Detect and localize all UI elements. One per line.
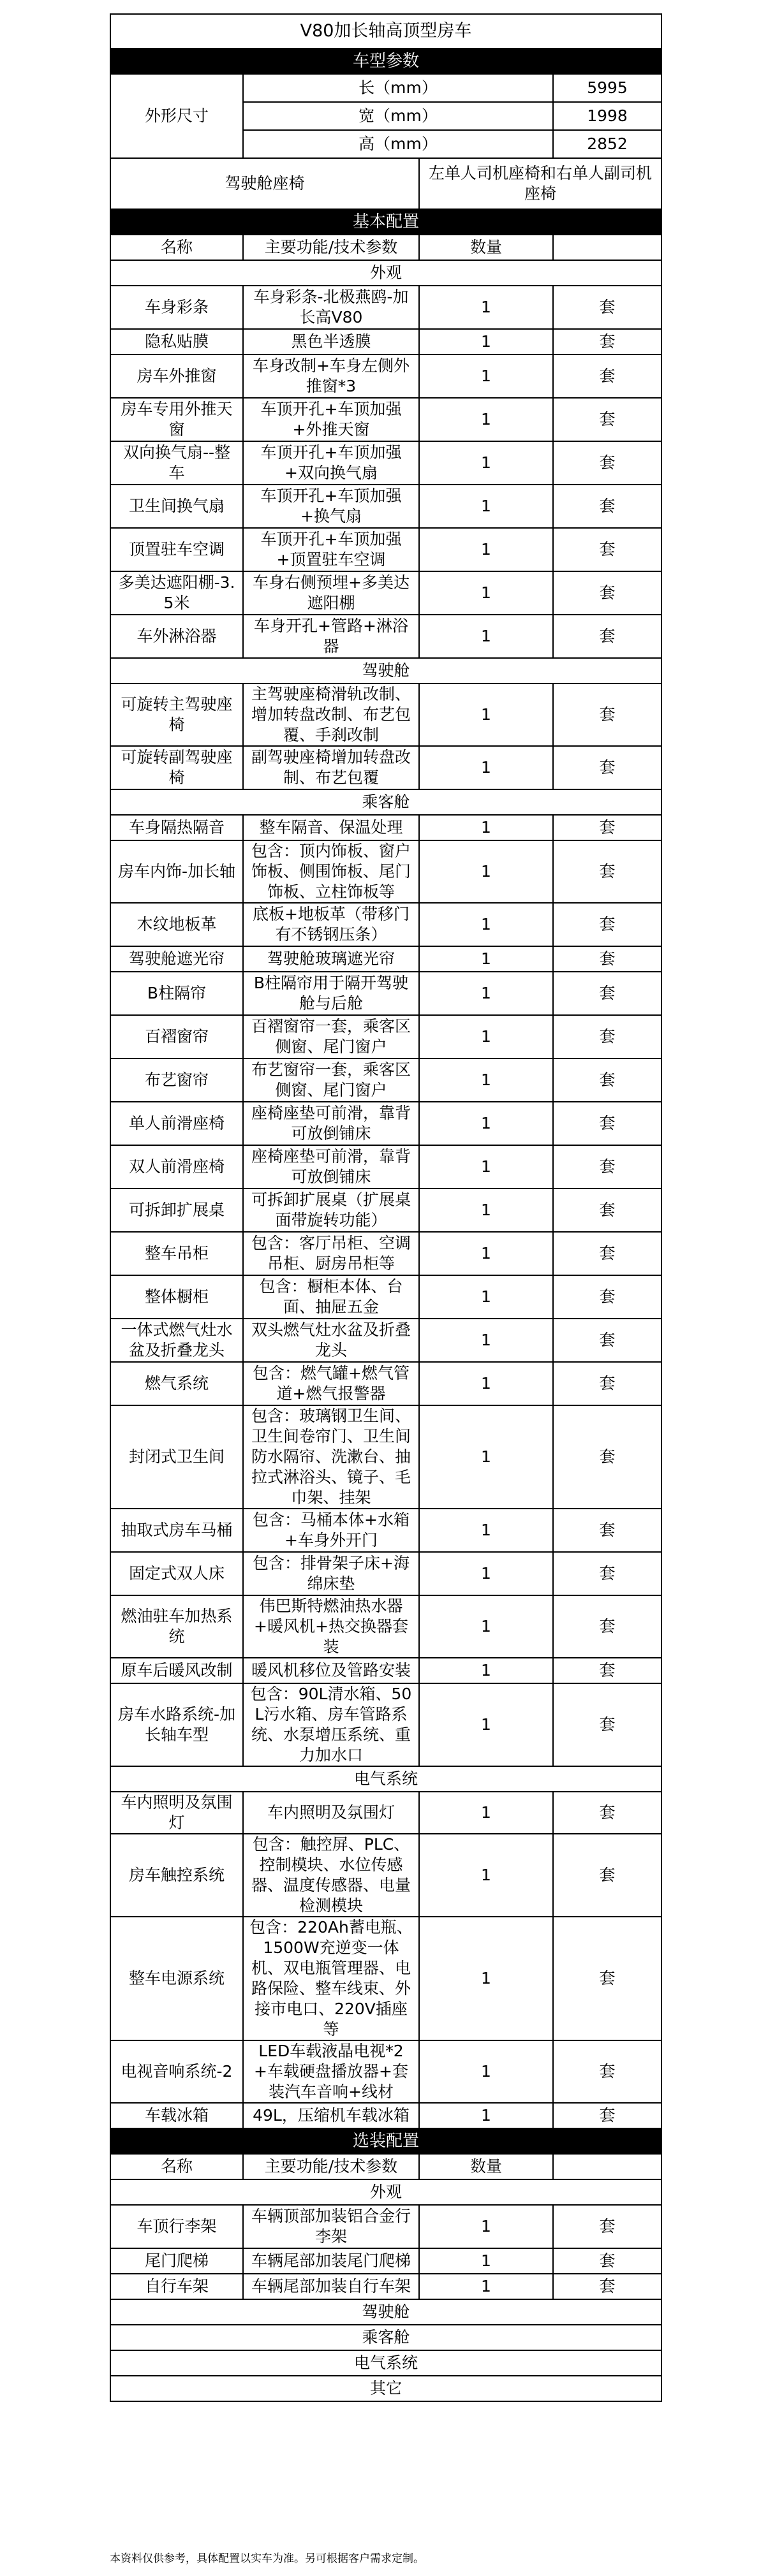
item-row bbox=[110, 946, 661, 972]
item-name: 自行车架 bbox=[110, 2274, 243, 2299]
item-name: 房车触控系统 bbox=[110, 1834, 243, 1917]
footnote: 本资料仅供参考，具体配置以实车为准。另可根据客户需求定制。 bbox=[110, 2552, 424, 2565]
item-params: 整车隔音、保温处理 bbox=[243, 815, 419, 840]
item-unit: 套 bbox=[553, 1405, 661, 1509]
section-title-model-params: 车型参数 bbox=[110, 48, 661, 74]
item-unit: 套 bbox=[553, 1792, 661, 1834]
title-row bbox=[110, 14, 661, 48]
item-row bbox=[110, 2103, 661, 2128]
item-name: 燃油驻车加热系统 bbox=[110, 1595, 243, 1658]
item-row bbox=[110, 1683, 661, 1766]
item-unit: 套 bbox=[553, 1145, 661, 1189]
item-params: 包含：90L清水箱、50L污水箱、房车管路系统、水泵增压系统、重力加水口 bbox=[243, 1683, 419, 1766]
item-params: 包含：燃气罐+燃气管道+燃气报警器 bbox=[243, 1362, 419, 1405]
item-qty: 1 bbox=[419, 1834, 553, 1917]
item-params: 车顶开孔+车顶加强+顶置驻车空调 bbox=[243, 528, 419, 571]
item-row bbox=[110, 329, 661, 355]
item-params: 包含：玻璃钢卫生间、卫生间卷帘门、卫生间防水隔帘、洗漱台、抽拉式淋浴头、镜子、毛巾架、挂架 bbox=[243, 1405, 419, 1509]
item-params: 伟巴斯特燃油热水器+暖风机+热交换器套装 bbox=[243, 1595, 419, 1658]
section-band bbox=[110, 209, 661, 235]
item-row bbox=[110, 2248, 661, 2274]
item-row bbox=[110, 815, 661, 840]
section-title-optional-config: 选装配置 bbox=[110, 2128, 661, 2154]
column-header-params: 主要功能/技术参数 bbox=[243, 235, 419, 260]
category-title: 电气系统 bbox=[110, 2350, 661, 2376]
item-unit: 套 bbox=[553, 1595, 661, 1658]
item-qty: 1 bbox=[419, 2248, 553, 2274]
item-qty: 1 bbox=[419, 684, 553, 746]
item-name: 布艺窗帘 bbox=[110, 1058, 243, 1102]
item-qty: 1 bbox=[419, 840, 553, 903]
category-row bbox=[110, 2325, 661, 2350]
item-row bbox=[110, 1232, 661, 1275]
item-qty: 1 bbox=[419, 746, 553, 789]
category-row bbox=[110, 2179, 661, 2205]
item-qty: 1 bbox=[419, 1015, 553, 1058]
item-unit: 套 bbox=[553, 329, 661, 355]
item-params: 底板+地板革（带移门有不锈钢压条） bbox=[243, 903, 419, 946]
item-row bbox=[110, 903, 661, 946]
item-params: 车辆顶部加装铝合金行李架 bbox=[243, 2205, 419, 2248]
item-unit: 套 bbox=[553, 1362, 661, 1405]
category-title: 电气系统 bbox=[110, 1766, 661, 1792]
item-qty: 1 bbox=[419, 815, 553, 840]
seat-value: 左单人司机座椅和右单人副司机座椅 bbox=[419, 158, 661, 209]
section-band bbox=[110, 48, 661, 74]
item-row bbox=[110, 1058, 661, 1102]
item-unit: 套 bbox=[553, 1552, 661, 1595]
item-row bbox=[110, 2274, 661, 2299]
category-title: 乘客舱 bbox=[110, 2325, 661, 2350]
item-params: 车身改制+车身左侧外推窗*3 bbox=[243, 355, 419, 398]
item-row bbox=[110, 1509, 661, 1552]
item-unit: 套 bbox=[553, 972, 661, 1015]
item-params: LED车载液晶电视*2+车载硬盘播放器+套装汽车音响+线材 bbox=[243, 2040, 419, 2103]
category-row bbox=[110, 2350, 661, 2376]
item-name: 尾门爬梯 bbox=[110, 2248, 243, 2274]
item-unit: 套 bbox=[553, 1232, 661, 1275]
category-title: 驾驶舱 bbox=[110, 2299, 661, 2325]
item-qty: 1 bbox=[419, 1319, 553, 1362]
item-name: 可旋转副驾驶座椅 bbox=[110, 746, 243, 789]
item-params: B柱隔帘用于隔开驾驶舱与后舱 bbox=[243, 972, 419, 1015]
item-params: 座椅座垫可前滑，靠背可放倒铺床 bbox=[243, 1102, 419, 1145]
dimension-value: 2852 bbox=[553, 130, 661, 158]
column-header-row bbox=[110, 2154, 661, 2179]
item-qty: 1 bbox=[419, 903, 553, 946]
item-params: 副驾驶座椅增加转盘改制、布艺包覆 bbox=[243, 746, 419, 789]
item-name: 房车内饰-加长轴 bbox=[110, 840, 243, 903]
item-params: 车顶开孔+车顶加强+外推天窗 bbox=[243, 398, 419, 441]
item-unit: 套 bbox=[553, 355, 661, 398]
item-qty: 1 bbox=[419, 1792, 553, 1834]
item-name: 木纹地板革 bbox=[110, 903, 243, 946]
item-unit: 套 bbox=[553, 1509, 661, 1552]
item-params: 车内照明及氛围灯 bbox=[243, 1792, 419, 1834]
category-row bbox=[110, 658, 661, 684]
item-unit: 套 bbox=[553, 2040, 661, 2103]
item-params: 暖风机移位及管路安装 bbox=[243, 1658, 419, 1683]
item-qty: 1 bbox=[419, 1232, 553, 1275]
item-row bbox=[110, 528, 661, 571]
item-params: 包含：220Ah蓄电瓶、1500W充逆变一体机、双电瓶管理器、电路保险、整车线束、外接市电口、220V插座等 bbox=[243, 1917, 419, 2040]
column-header-params: 主要功能/技术参数 bbox=[243, 2154, 419, 2179]
item-name: 车身彩条 bbox=[110, 286, 243, 329]
item-unit: 套 bbox=[553, 1189, 661, 1232]
column-header-qty: 数量 bbox=[419, 2154, 553, 2179]
item-qty: 1 bbox=[419, 1275, 553, 1319]
item-qty: 1 bbox=[419, 946, 553, 972]
item-name: 电视音响系统-2 bbox=[110, 2040, 243, 2103]
item-row bbox=[110, 1189, 661, 1232]
item-row bbox=[110, 1145, 661, 1189]
column-header-unit bbox=[553, 235, 661, 260]
item-name: 双人前滑座椅 bbox=[110, 1145, 243, 1189]
item-row bbox=[110, 1917, 661, 2040]
dimension-row bbox=[110, 74, 661, 102]
item-name: 一体式燃气灶水盆及折叠龙头 bbox=[110, 1319, 243, 1362]
item-unit: 套 bbox=[553, 485, 661, 528]
item-qty: 1 bbox=[419, 329, 553, 355]
item-name: 车载冰箱 bbox=[110, 2103, 243, 2128]
item-row bbox=[110, 1275, 661, 1319]
item-row bbox=[110, 485, 661, 528]
category-row bbox=[110, 2299, 661, 2325]
item-params: 车辆尾部加装尾门爬梯 bbox=[243, 2248, 419, 2274]
item-name: 车外淋浴器 bbox=[110, 615, 243, 658]
category-title: 其它 bbox=[110, 2376, 661, 2401]
category-row bbox=[110, 260, 661, 286]
item-params: 座椅座垫可前滑，靠背可放倒铺床 bbox=[243, 1145, 419, 1189]
section-band bbox=[110, 2128, 661, 2154]
item-params: 车顶开孔+车顶加强+双向换气扇 bbox=[243, 441, 419, 485]
item-unit: 套 bbox=[553, 746, 661, 789]
item-unit: 套 bbox=[553, 2205, 661, 2248]
item-qty: 1 bbox=[419, 571, 553, 615]
item-name: 封闭式卫生间 bbox=[110, 1405, 243, 1509]
item-qty: 1 bbox=[419, 1189, 553, 1232]
page-title: V80加长轴高顶型房车 bbox=[110, 14, 661, 48]
category-row bbox=[110, 789, 661, 815]
item-row bbox=[110, 684, 661, 746]
item-qty: 1 bbox=[419, 485, 553, 528]
item-row bbox=[110, 286, 661, 329]
item-row bbox=[110, 1102, 661, 1145]
category-row bbox=[110, 2376, 661, 2401]
item-params: 包含：橱柜本体、台面、抽屉五金 bbox=[243, 1275, 419, 1319]
item-row bbox=[110, 2205, 661, 2248]
item-qty: 1 bbox=[419, 1102, 553, 1145]
item-unit: 套 bbox=[553, 684, 661, 746]
item-row bbox=[110, 1405, 661, 1509]
item-qty: 1 bbox=[419, 1509, 553, 1552]
item-unit: 套 bbox=[553, 2103, 661, 2128]
item-row bbox=[110, 355, 661, 398]
item-qty: 1 bbox=[419, 1058, 553, 1102]
dimension-value: 5995 bbox=[553, 74, 661, 102]
item-qty: 1 bbox=[419, 2205, 553, 2248]
item-row bbox=[110, 1792, 661, 1834]
dimension-name: 高（mm） bbox=[243, 130, 553, 158]
item-unit: 套 bbox=[553, 1683, 661, 1766]
item-unit: 套 bbox=[553, 1275, 661, 1319]
item-unit: 套 bbox=[553, 946, 661, 972]
column-header-name: 名称 bbox=[110, 235, 243, 260]
seat-row bbox=[110, 158, 661, 209]
item-name: 车身隔热隔音 bbox=[110, 815, 243, 840]
item-qty: 1 bbox=[419, 1658, 553, 1683]
item-row bbox=[110, 1552, 661, 1595]
item-unit: 套 bbox=[553, 1658, 661, 1683]
item-name: 驾驶舱遮光帘 bbox=[110, 946, 243, 972]
item-name: 房车专用外推天窗 bbox=[110, 398, 243, 441]
item-name: 多美达遮阳棚-3.5米 bbox=[110, 571, 243, 615]
seat-label: 驾驶舱座椅 bbox=[110, 158, 419, 209]
item-qty: 1 bbox=[419, 972, 553, 1015]
item-name: 单人前滑座椅 bbox=[110, 1102, 243, 1145]
category-title: 外观 bbox=[110, 260, 661, 286]
item-unit: 套 bbox=[553, 286, 661, 329]
item-name: 房车外推窗 bbox=[110, 355, 243, 398]
item-row bbox=[110, 1319, 661, 1362]
item-name: B柱隔帘 bbox=[110, 972, 243, 1015]
item-params: 49L，压缩机车载冰箱 bbox=[243, 2103, 419, 2128]
item-qty: 1 bbox=[419, 1552, 553, 1595]
item-unit: 套 bbox=[553, 1917, 661, 2040]
dimension-name: 宽（mm） bbox=[243, 102, 553, 130]
item-params: 驾驶舱玻璃遮光帘 bbox=[243, 946, 419, 972]
item-row bbox=[110, 1834, 661, 1917]
item-qty: 1 bbox=[419, 441, 553, 485]
item-params: 包含：客厅吊柜、空调吊柜、厨房吊柜等 bbox=[243, 1232, 419, 1275]
item-row bbox=[110, 2040, 661, 2103]
column-header-unit bbox=[553, 2154, 661, 2179]
item-params: 可拆卸扩展桌（扩展桌面带旋转功能） bbox=[243, 1189, 419, 1232]
item-row bbox=[110, 972, 661, 1015]
item-qty: 1 bbox=[419, 2103, 553, 2128]
item-params: 包含：顶内饰板、窗户饰板、侧围饰板、尾门饰板、立柱饰板等 bbox=[243, 840, 419, 903]
item-row bbox=[110, 398, 661, 441]
item-qty: 1 bbox=[419, 1362, 553, 1405]
item-name: 百褶窗帘 bbox=[110, 1015, 243, 1058]
item-name: 卫生间换气扇 bbox=[110, 485, 243, 528]
item-unit: 套 bbox=[553, 1102, 661, 1145]
item-qty: 1 bbox=[419, 1595, 553, 1658]
item-qty: 1 bbox=[419, 2274, 553, 2299]
column-header-qty: 数量 bbox=[419, 235, 553, 260]
item-params: 百褶窗帘一套，乘客区侧窗、尾门窗户 bbox=[243, 1015, 419, 1058]
item-qty: 1 bbox=[419, 1405, 553, 1509]
item-unit: 套 bbox=[553, 528, 661, 571]
item-name: 隐私贴膜 bbox=[110, 329, 243, 355]
dimension-name: 长（mm） bbox=[243, 74, 553, 102]
item-name: 可拆卸扩展桌 bbox=[110, 1189, 243, 1232]
item-row bbox=[110, 1658, 661, 1683]
item-unit: 套 bbox=[553, 441, 661, 485]
item-row bbox=[110, 1362, 661, 1405]
item-name: 固定式双人床 bbox=[110, 1552, 243, 1595]
item-row bbox=[110, 571, 661, 615]
item-row bbox=[110, 1595, 661, 1658]
item-qty: 1 bbox=[419, 355, 553, 398]
item-name: 双向换气扇--整车 bbox=[110, 441, 243, 485]
item-unit: 套 bbox=[553, 815, 661, 840]
item-params: 车身开孔+管路+淋浴器 bbox=[243, 615, 419, 658]
item-params: 包含：排骨架子床+海绵床垫 bbox=[243, 1552, 419, 1595]
item-params: 包含：马桶本体+水箱+车身外开门 bbox=[243, 1509, 419, 1552]
item-params: 车身右侧预埋+多美达遮阳棚 bbox=[243, 571, 419, 615]
category-row bbox=[110, 1766, 661, 1792]
config-table bbox=[110, 13, 662, 2402]
item-name: 顶置驻车空调 bbox=[110, 528, 243, 571]
item-name: 燃气系统 bbox=[110, 1362, 243, 1405]
item-name: 原车后暖风改制 bbox=[110, 1658, 243, 1683]
item-unit: 套 bbox=[553, 398, 661, 441]
item-qty: 1 bbox=[419, 286, 553, 329]
item-qty: 1 bbox=[419, 1145, 553, 1189]
item-name: 房车水路系统-加长轴车型 bbox=[110, 1683, 243, 1766]
item-name: 可旋转主驾驶座椅 bbox=[110, 684, 243, 746]
item-params: 车辆尾部加装自行车架 bbox=[243, 2274, 419, 2299]
item-unit: 套 bbox=[553, 1015, 661, 1058]
item-name: 车内照明及氛围灯 bbox=[110, 1792, 243, 1834]
item-unit: 套 bbox=[553, 571, 661, 615]
category-title: 乘客舱 bbox=[110, 789, 661, 815]
item-qty: 1 bbox=[419, 615, 553, 658]
item-qty: 1 bbox=[419, 528, 553, 571]
item-params: 布艺窗帘一套，乘客区侧窗、尾门窗户 bbox=[243, 1058, 419, 1102]
item-params: 车顶开孔+车顶加强+换气扇 bbox=[243, 485, 419, 528]
item-unit: 套 bbox=[553, 1058, 661, 1102]
column-header-row bbox=[110, 235, 661, 260]
item-row bbox=[110, 615, 661, 658]
item-unit: 套 bbox=[553, 1834, 661, 1917]
item-unit: 套 bbox=[553, 840, 661, 903]
item-qty: 1 bbox=[419, 1683, 553, 1766]
item-row bbox=[110, 840, 661, 903]
item-unit: 套 bbox=[553, 1319, 661, 1362]
item-name: 整体橱柜 bbox=[110, 1275, 243, 1319]
item-qty: 1 bbox=[419, 2040, 553, 2103]
item-params: 双头燃气灶水盆及折叠龙头 bbox=[243, 1319, 419, 1362]
item-unit: 套 bbox=[553, 2248, 661, 2274]
dimension-value: 1998 bbox=[553, 102, 661, 130]
column-header-name: 名称 bbox=[110, 2154, 243, 2179]
item-unit: 套 bbox=[553, 903, 661, 946]
item-name: 车顶行李架 bbox=[110, 2205, 243, 2248]
dimensions-label: 外形尺寸 bbox=[110, 74, 243, 158]
item-params: 车身彩条-北极燕鸥-加长高V80 bbox=[243, 286, 419, 329]
item-name: 整车电源系统 bbox=[110, 1917, 243, 2040]
category-title: 外观 bbox=[110, 2179, 661, 2205]
item-row bbox=[110, 1015, 661, 1058]
item-qty: 1 bbox=[419, 398, 553, 441]
item-params: 包含：触控屏、PLC、控制模块、水位传感器、温度传感器、电量检测模块 bbox=[243, 1834, 419, 1917]
item-row bbox=[110, 441, 661, 485]
item-qty: 1 bbox=[419, 1917, 553, 2040]
item-params: 黑色半透膜 bbox=[243, 329, 419, 355]
item-name: 抽取式房车马桶 bbox=[110, 1509, 243, 1552]
category-title: 驾驶舱 bbox=[110, 658, 661, 684]
item-unit: 套 bbox=[553, 2274, 661, 2299]
item-params: 主驾驶座椅滑轨改制、增加转盘改制、布艺包覆、手刹改制 bbox=[243, 684, 419, 746]
section-title-basic-config: 基本配置 bbox=[110, 209, 661, 235]
item-row bbox=[110, 746, 661, 789]
item-name: 整车吊柜 bbox=[110, 1232, 243, 1275]
item-unit: 套 bbox=[553, 615, 661, 658]
